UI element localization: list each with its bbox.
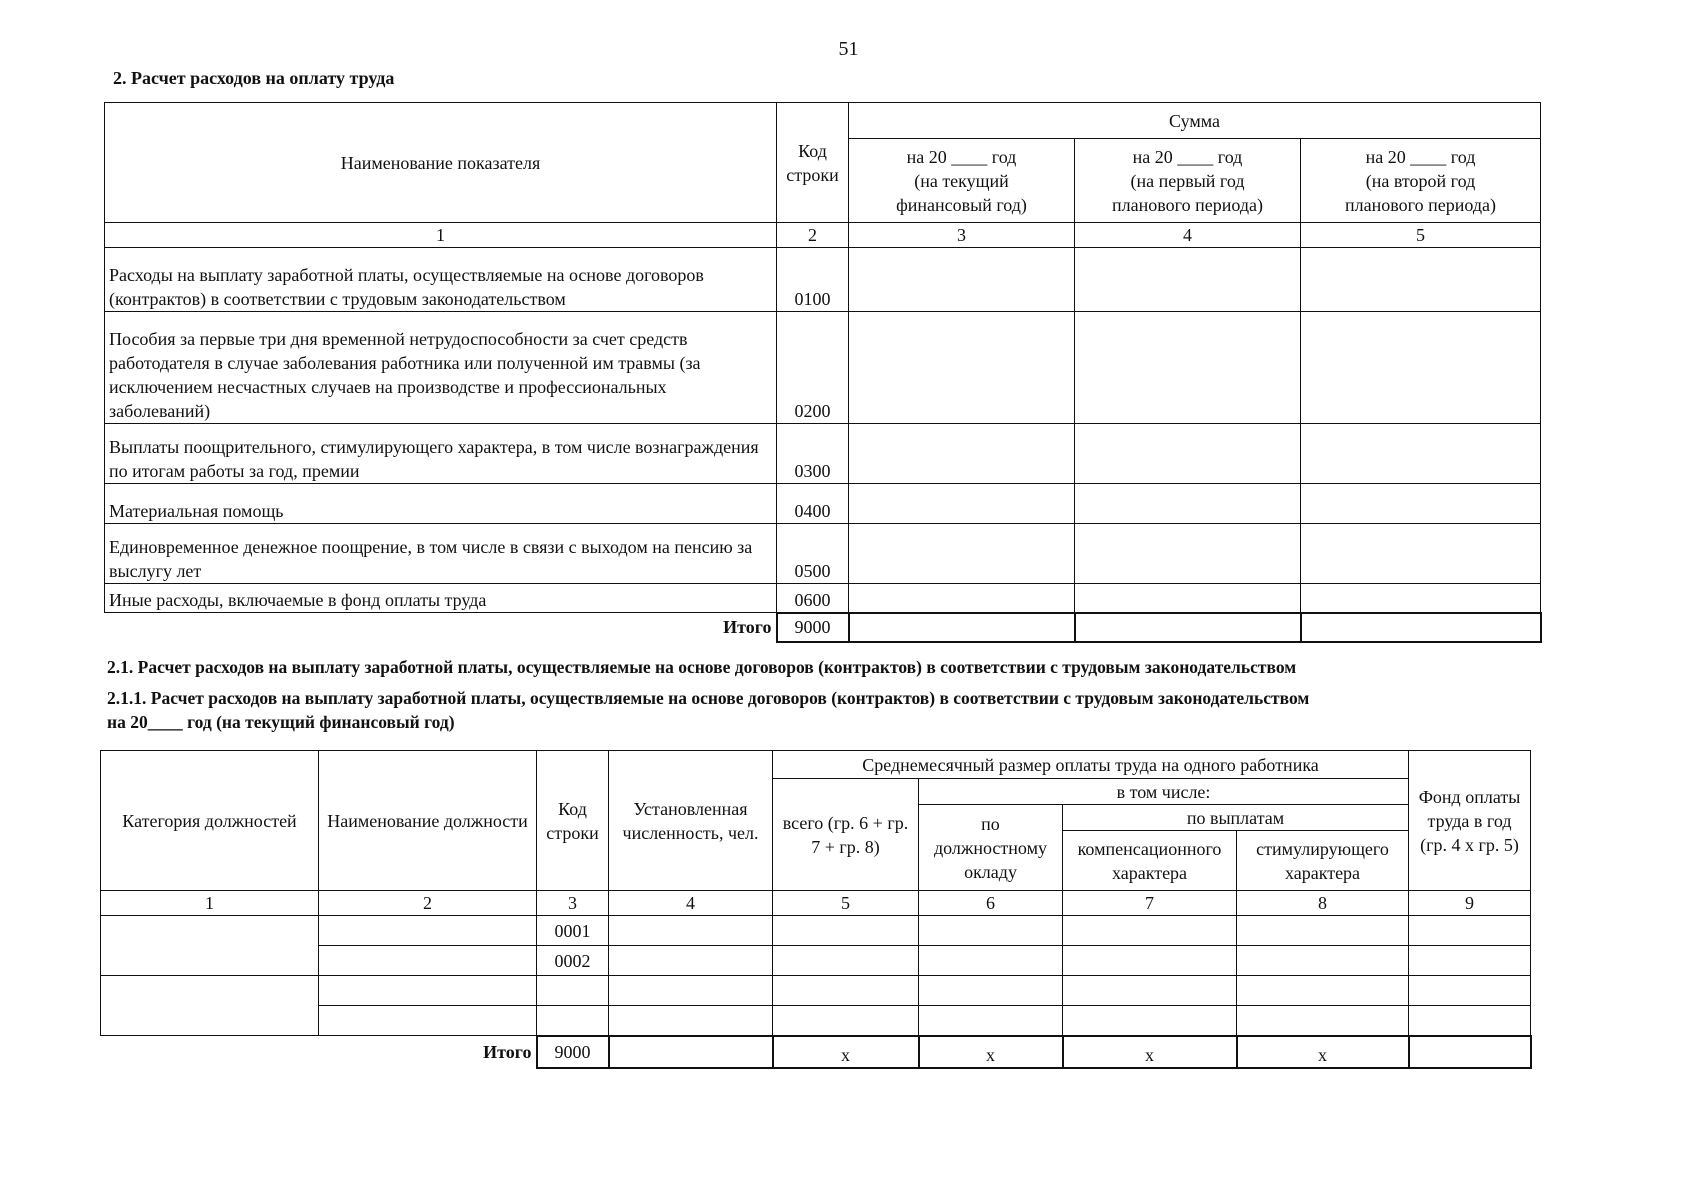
col-number: 5 bbox=[773, 891, 919, 916]
cell-stimulating[interactable] bbox=[1237, 946, 1409, 976]
cell-fund[interactable] bbox=[1409, 916, 1531, 946]
row-code: 0600 bbox=[777, 584, 849, 613]
cell-plan-2[interactable] bbox=[1301, 484, 1541, 524]
total-headcount[interactable] bbox=[609, 1036, 773, 1068]
cell-avg-total[interactable] bbox=[773, 946, 919, 976]
header-row-code: Код строки bbox=[777, 103, 849, 223]
table-row bbox=[101, 916, 1531, 946]
cell-fund[interactable] bbox=[1409, 946, 1531, 976]
total-x-mark: х bbox=[1063, 1036, 1237, 1068]
cell-position[interactable] bbox=[319, 946, 537, 976]
total-plan-1[interactable] bbox=[1075, 613, 1301, 642]
cell-plan-2[interactable] bbox=[1301, 524, 1541, 584]
row-name: Пособия за первые три дня временной нетрудоспособности за счет средств работодателя в случае заболевания работника или полученной им травмы (за исключением несчастных случаев на производстве и профессиональных заболеваний) bbox=[105, 312, 777, 424]
section-2-1-1-subtitle: на 20____ год (на текущий финансовый год) bbox=[107, 712, 455, 732]
col-number: 6 bbox=[919, 891, 1063, 916]
cell-stimulating[interactable] bbox=[1237, 916, 1409, 946]
cell-position[interactable] bbox=[319, 916, 537, 946]
header-position: Наименование должности bbox=[319, 751, 537, 891]
cell-plan-1[interactable] bbox=[1075, 484, 1301, 524]
cell-stimulating[interactable] bbox=[1237, 1006, 1409, 1036]
cell-plan-2[interactable] bbox=[1301, 424, 1541, 484]
total-x-mark: х bbox=[1237, 1036, 1409, 1068]
cell-avg-total[interactable] bbox=[773, 976, 919, 1006]
table-row bbox=[105, 424, 1541, 484]
header-indicator-name: Наименование показателя bbox=[105, 103, 777, 223]
cell-plan-1[interactable] bbox=[1075, 312, 1301, 424]
cell-compensatory[interactable] bbox=[1063, 916, 1237, 946]
row-name: Расходы на выплату заработной платы, осуществляемые на основе договоров (контрактов) в соответствии с трудовым законодательством bbox=[105, 248, 777, 312]
cell-plan-1[interactable] bbox=[1075, 248, 1301, 312]
total-code: 9000 bbox=[777, 613, 849, 642]
cell-headcount[interactable] bbox=[609, 976, 773, 1006]
col-number: 4 bbox=[609, 891, 773, 916]
total-x-mark: х bbox=[919, 1036, 1063, 1068]
total-plan-2[interactable] bbox=[1301, 613, 1541, 642]
cell-salary[interactable] bbox=[919, 1006, 1063, 1036]
cell-position[interactable] bbox=[319, 976, 537, 1006]
col-number: 1 bbox=[105, 223, 777, 248]
table-row bbox=[105, 584, 1541, 613]
header-headcount: Установленная численность, чел. bbox=[609, 751, 773, 891]
cell-avg-total[interactable] bbox=[773, 916, 919, 946]
row-code: 0500 bbox=[777, 524, 849, 584]
cell-plan-2[interactable] bbox=[1301, 312, 1541, 424]
cell-stimulating[interactable] bbox=[1237, 976, 1409, 1006]
cell-plan-2[interactable] bbox=[1301, 584, 1541, 613]
header-including: в том числе: bbox=[919, 779, 1409, 805]
total-label: Итого bbox=[483, 1041, 532, 1062]
col-number: 8 bbox=[1237, 891, 1409, 916]
cell-salary[interactable] bbox=[919, 946, 1063, 976]
row-code: 0100 bbox=[777, 248, 849, 312]
cell-category[interactable] bbox=[101, 976, 319, 1036]
row-code: 0400 bbox=[777, 484, 849, 524]
row-code bbox=[537, 976, 609, 1006]
row-name: Материальная помощь bbox=[105, 484, 777, 524]
header-code: Код строки bbox=[537, 751, 609, 891]
cell-current[interactable] bbox=[849, 424, 1075, 484]
cell-headcount[interactable] bbox=[609, 1006, 773, 1036]
row-name: Иные расходы, включаемые в фонд оплаты труда bbox=[105, 584, 777, 613]
cell-plan-1[interactable] bbox=[1075, 584, 1301, 613]
cell-plan-2[interactable] bbox=[1301, 248, 1541, 312]
total-current[interactable] bbox=[849, 613, 1075, 642]
cell-compensatory[interactable] bbox=[1063, 946, 1237, 976]
header-year-plan-2: на 20 ____ год (на второй год планового периода) bbox=[1301, 139, 1541, 223]
section-2-1-title: 2.1. Расчет расходов на выплату заработной платы, осуществляемые на основе договоров (контрактов) в соответствии с трудовым законодательством bbox=[107, 657, 1297, 677]
col-number: 2 bbox=[777, 223, 849, 248]
cell-fund[interactable] bbox=[1409, 1006, 1531, 1036]
col-number: 5 bbox=[1301, 223, 1541, 248]
header-sum: Сумма bbox=[849, 103, 1541, 139]
cell-salary[interactable] bbox=[919, 976, 1063, 1006]
cell-category[interactable] bbox=[101, 916, 319, 976]
total-row bbox=[105, 613, 1541, 642]
payroll-expenses-table bbox=[104, 102, 1542, 643]
cell-current[interactable] bbox=[849, 584, 1075, 613]
cell-avg-total[interactable] bbox=[773, 1006, 919, 1036]
header-annual-fund: Фонд оплаты труда в год (гр. 4 х гр. 5) bbox=[1409, 751, 1531, 891]
table-row bbox=[105, 524, 1541, 584]
total-label: Итого bbox=[723, 617, 772, 638]
total-spacer bbox=[101, 1036, 319, 1068]
table-row bbox=[101, 976, 1531, 1006]
header-year-current: на 20 ____ год (на текущий финансовый год) bbox=[849, 139, 1075, 223]
col-number: 9 bbox=[1409, 891, 1531, 916]
header-compensatory: компенсационного характера bbox=[1063, 831, 1237, 891]
header-category: Категория должностей bbox=[101, 751, 319, 891]
section-2-title: 2. Расчет расходов на оплату труда bbox=[113, 68, 395, 88]
header-avg-total: всего (гр. 6 + гр. 7 + гр. 8) bbox=[773, 779, 919, 891]
cell-plan-1[interactable] bbox=[1075, 424, 1301, 484]
col-number: 3 bbox=[849, 223, 1075, 248]
cell-compensatory[interactable] bbox=[1063, 1006, 1237, 1036]
header-by-salary: по должностному окладу bbox=[919, 805, 1063, 891]
row-code: 0002 bbox=[537, 946, 609, 976]
cell-current[interactable] bbox=[849, 484, 1075, 524]
cell-current[interactable] bbox=[849, 248, 1075, 312]
row-code: 0001 bbox=[537, 916, 609, 946]
cell-fund[interactable] bbox=[1409, 976, 1531, 1006]
table-row bbox=[105, 312, 1541, 424]
table-row bbox=[105, 248, 1541, 312]
row-name: Единовременное денежное поощрение, в том числе в связи с выходом на пенсию за выслугу лет bbox=[105, 524, 777, 584]
row-code: 0300 bbox=[777, 424, 849, 484]
salary-calculation-table bbox=[100, 750, 1532, 1069]
total-fund[interactable] bbox=[1409, 1036, 1531, 1068]
row-code: 0200 bbox=[777, 312, 849, 424]
cell-current[interactable] bbox=[849, 312, 1075, 424]
cell-salary[interactable] bbox=[919, 916, 1063, 946]
header-stimulating: стимулирующего характера bbox=[1237, 831, 1409, 891]
total-code: 9000 bbox=[537, 1036, 609, 1068]
header-by-payments: по выплатам bbox=[1063, 805, 1409, 831]
col-number: 7 bbox=[1063, 891, 1237, 916]
page-number: 51 bbox=[838, 38, 859, 60]
header-year-plan-1: на 20 ____ год (на первый год планового периода) bbox=[1075, 139, 1301, 223]
total-row bbox=[101, 1036, 1531, 1068]
row-code bbox=[537, 1006, 609, 1036]
cell-position[interactable] bbox=[319, 1006, 537, 1036]
total-x-mark: х bbox=[773, 1036, 919, 1068]
section-2-1-1-title: 2.1.1. Расчет расходов на выплату заработной платы, осуществляемые на основе договоров (контрактов) в соответствии с трудовым законодательством bbox=[107, 688, 1310, 708]
cell-compensatory[interactable] bbox=[1063, 976, 1237, 1006]
cell-plan-1[interactable] bbox=[1075, 524, 1301, 584]
col-number: 3 bbox=[537, 891, 609, 916]
cell-current[interactable] bbox=[849, 524, 1075, 584]
cell-headcount[interactable] bbox=[609, 946, 773, 976]
col-number: 4 bbox=[1075, 223, 1301, 248]
header-average-salary: Среднемесячный размер оплаты труда на одного работника bbox=[773, 751, 1409, 779]
table-row bbox=[105, 484, 1541, 524]
col-number: 1 bbox=[101, 891, 319, 916]
cell-headcount[interactable] bbox=[609, 916, 773, 946]
col-number: 2 bbox=[319, 891, 537, 916]
row-name: Выплаты поощрительного, стимулирующего характера, в том числе вознаграждения по итогам работы за год, премии bbox=[105, 424, 777, 484]
